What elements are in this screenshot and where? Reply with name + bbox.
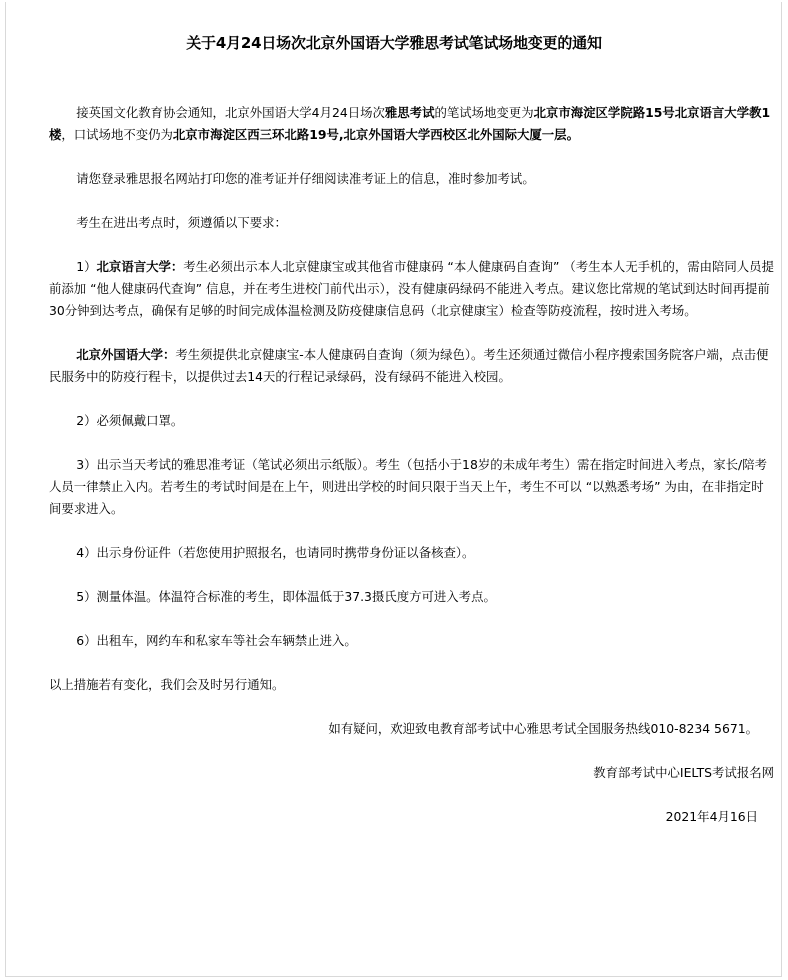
requirement-1: [49, 256, 774, 322]
requirement-5: 5）测量体温。体温符合标准的考生，即体温低于37.3摄氏度方可进入考点。: [76, 589, 496, 604]
venue-speaking-address: 北京市海淀区西三环北路19号,北京外国语大学西校区北外国际大厦一层。: [172, 127, 579, 142]
page-title: 关于4月24日场次北京外国语大学雅思考试笔试场地变更的通知: [186, 34, 602, 52]
requirement-2: 2）必须佩戴口罩。: [76, 413, 184, 428]
requirement-1-number: 1）: [76, 259, 97, 274]
signature: 教育部考试中心IELTS考试报名网: [593, 765, 774, 780]
print-admission-paragraph: 请您登录雅思报名网站打印您的准考证并仔细阅读准考证上的信息，准时参加考试。: [76, 171, 535, 186]
contact-hotline: 如有疑问，欢迎致电教育部考试中心雅思考试全国服务热线010-8234 5671。: [328, 721, 758, 736]
venue-text-2: 的笔试场地变更为: [434, 105, 534, 120]
venue-change-paragraph: [49, 102, 774, 146]
requirement-1-text: 考生必须出示本人北京健康宝或其他省市健康码 “本人健康码自查询” （考生本人无手机的，需由陪同人员提前添加 “他人健康码代查询” 信息，并在考生进校门前代出示），没有健康码绿码不能进入考点。建议您比常规的笔试到达时间再提前30分钟到达考点，确保有足够的时间完成体温检测及防疫健康信息码（北京健康宝）检查等防疫流程，按时进入考场。: [49, 259, 774, 318]
requirements-intro: 考生在进出考点时，须遵循以下要求：: [76, 215, 287, 230]
requirement-1b-text: 考生须提供北京健康宝-本人健康码自查询（须为绿色）。考生还须通过微信小程序搜索国务院客户端，点击便民服务中的防疫行程卡，以提供过去14天的行程记录绿码，没有绿码不能进入校园。: [49, 347, 769, 384]
issue-date: 2021年4月16日: [665, 809, 758, 824]
requirement-3: 3）出示当天考试的雅思准考证（笔试必须出示纸版）。考生（包括小于18岁的未成年考生）需在指定时间进入考点，家长/陪考人员一律禁止入内。若考生的考试时间是在上午，则进出学校的时间只限于当天上午，考生不可以 “以熟悉考场” 为由，在非指定时间要求进入。: [49, 457, 767, 516]
notice-body: [49, 102, 774, 828]
requirement-4: 4）出示身份证件（若您使用护照报名，也请同时携带身份证以备核查）。: [76, 545, 475, 560]
requirement-1b: [49, 344, 774, 388]
requirement-6: 6）出租车，网约车和私家车等社会车辆禁止进入。: [76, 633, 357, 648]
venue-written-address: 北京市海淀区学院路15号北京语言大学教1楼: [49, 105, 771, 142]
venue-text-1: 接英国文化教育协会通知，北京外国语大学4月24日场次: [76, 105, 385, 120]
venue-text-3: ，口试场地不变仍为: [61, 127, 173, 142]
closing-note: 以上措施若有变化，我们会及时另行通知。: [49, 677, 285, 692]
requirement-1b-venue: 北京外国语大学：: [76, 347, 176, 362]
venue-bold-1: 雅思考试: [384, 105, 435, 120]
requirement-1-venue: 北京语言大学：: [96, 259, 184, 274]
